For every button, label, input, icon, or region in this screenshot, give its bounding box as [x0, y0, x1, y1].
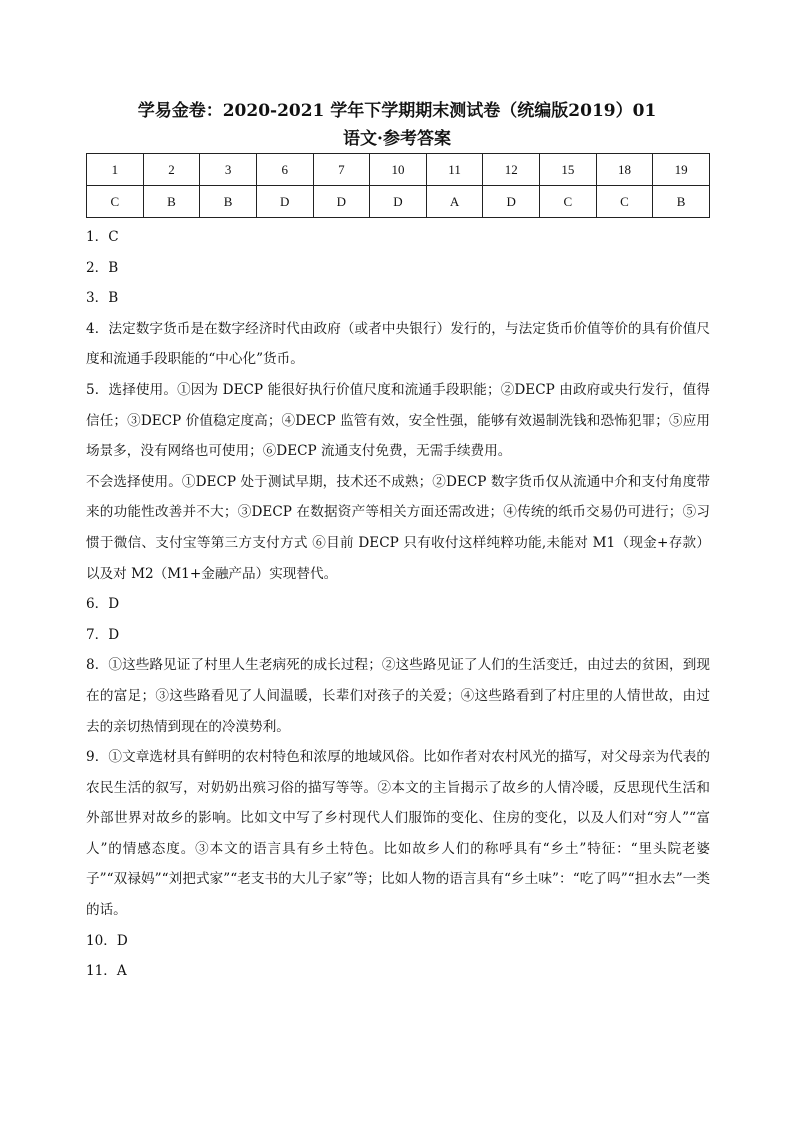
question-number-cell: 2	[143, 154, 200, 186]
answer-cell: A	[426, 186, 483, 218]
question-number-cell: 6	[256, 154, 313, 186]
answer-table-answer-row	[87, 186, 710, 218]
answer-paragraph: 3．B	[86, 290, 119, 307]
question-number-cell: 1	[87, 154, 144, 186]
answer-paragraph: 1．C	[86, 229, 119, 245]
question-number-cell: 12	[483, 154, 540, 186]
answer-paragraph: 不会选择使用。①DECP 处于测试早期，技术还不成熟；②DECP 数字货币仅从流通中介和支付角度带来的功能性改善并不大；③DECP 在数据资产等相关方面还需改进；④传统的纸币交易仍可进行；⑤习惯于微信、支付宝等第三方支付方式 ⑥目前 DECP 只有收付这样纯粹功能,未能对 M1（现金+存款）以及对 M2（M1+金融产品）实现替代。	[86, 473, 710, 582]
answer-paragraph: 10．D	[86, 932, 128, 949]
answer-paragraph: 9．①文章选材具有鲜明的农村特色和浓厚的地域风俗。比如作者对农村风光的描写，对父母亲为代表的农民生活的叙写，对奶奶出殡习俗的描写等等。②本文的主旨揭示了故乡的人情冷暖，反思现代生活和外部世界对故乡的影响。比如文中写了乡村现代人们服饰的变化、住房的变化，以及人们对“穷人”“富人”的情感态度。③本文的语言具有乡土特色。比如故乡人们的称呼具有“乡土”特征：“里头院老婆子”“双禄妈”“刘把式家”“老支书的大儿子家”等；比如人物的语言具有“乡土味”：“吃了吗”“担水去”一类的话。	[86, 749, 710, 919]
answer-paragraph: 11．A	[86, 963, 127, 980]
answer-cell: D	[483, 186, 540, 218]
answer-cell: C	[540, 186, 597, 218]
answer-cell: B	[143, 186, 200, 218]
answer-cell: B	[653, 186, 710, 218]
answer-cell: D	[313, 186, 370, 218]
answer-paragraph: 5．选择使用。①因为 DECP 能很好执行价值尺度和流通手段职能；②DECP 由政府或央行发行，值得信任；③DECP 价值稳定度高；④DECP 监管有效，安全性强，能够有效遏制洗钱和恐怖犯罪；⑤应用场景多，没有网络也可使用；⑥DECP 流通支付免费，无需手续费用。	[86, 381, 710, 460]
answer-paragraph: 4．法定数字货币是在数字经济时代由政府（或者中央银行）发行的，与法定货币价值等价的具有价值尺度和流通手段职能的“中心化”货币。	[86, 320, 710, 368]
answer-paragraph: 2．B	[86, 259, 119, 276]
answer-cell: B	[200, 186, 257, 218]
answer-cell: D	[256, 186, 313, 218]
question-number-cell: 3	[200, 154, 257, 186]
answer-cell: D	[370, 186, 427, 218]
answer-table-question-row	[87, 154, 710, 186]
question-number-cell: 15	[540, 154, 597, 186]
question-number-cell: 11	[426, 154, 483, 186]
question-number-cell: 10	[370, 154, 427, 186]
answer-paragraph: 7．D	[86, 626, 120, 643]
question-number-cell: 18	[596, 154, 653, 186]
page-subtitle: 语文·参考答案	[343, 129, 451, 149]
answer-paragraph: 8．①这些路见证了村里人生老病死的成长过程；②这些路见证了人们的生活变迁，由过去的贫困，到现在的富足；③这些路看见了人间温暖，长辈们对孩子的关爱；④这些路看到了村庄里的人情世故，由过去的亲切热情到现在的冷漠势利。	[86, 657, 710, 735]
answer-paragraph: 6．D	[86, 596, 120, 613]
answer-cell: C	[596, 186, 653, 218]
question-number-cell: 7	[313, 154, 370, 186]
answer-cell: C	[87, 186, 144, 218]
answer-explanations	[86, 222, 710, 987]
question-number-cell: 19	[653, 154, 710, 186]
page-title: 学易金卷：2020-2021 学年下学期期末测试卷（统编版2019）01	[137, 101, 657, 121]
answer-table	[86, 153, 710, 218]
